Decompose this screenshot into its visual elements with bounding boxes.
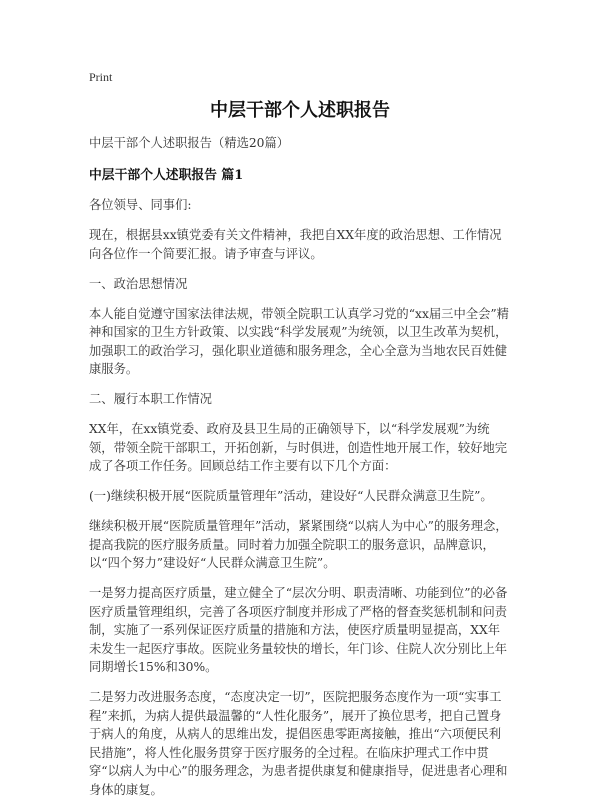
paragraph-intro: 现在，根据县xx镇党委有关文件精神，我把自XX年度的政治思想、工作情况向各位作一个简要汇报。请予审查与评议。 [89,228,502,261]
paragraph-quality-year: 继续积极开展“医院质量管理年”活动，紧紧围绕“以病人为中心”的服务理念，提高我院的医疗服务质量。同时着力加强全院职工的服务意识，品牌意识，以“四个努力”建设好“人民群众满意卫生院”。 [89,519,508,570]
print-label[interactable]: Print [89,70,113,84]
document-body [89,133,511,811]
document-subtitle: 中层干部个人述职报告（精选20篇） [89,136,290,150]
paragraph-greeting: 各位领导、同事们: [89,198,192,212]
paragraph-heading-duties: 二、履行本职工作情况 [89,392,212,406]
paragraph-political: 本人能自觉遵守国家法律法规，带领全院职工认真学习党的“xx届三中全会”精神和国家的卫生方针政策、以实践“科学发展观”为统领，以卫生改革为契机，加强职工的政治学习，强化职业道德和服务理念，全心全意为当地农民百姓健康服务。 [89,306,509,376]
paragraph-item-one: (一)继续积极开展“医院质量管理年”活动，建设好“人民群众满意卫生院”。 [89,489,493,503]
paragraph-heading-political: 一、政治思想情况 [89,276,188,291]
document-title: 中层干部个人述职报告 [210,100,390,121]
paragraph-second-point: 二是努力改进服务态度，“态度决定一切”，医院把服务态度作为一项“实事工程”来抓，为病人提供最温馨的“人性化服务”，展开了换位思考，把自己置身于病人的角度，从病人的思维出发，提倡医患零距离接触，推出“六项便民利民措施”，将人性化服务贯穿于医疗服务的全过程。在临床护理式工作中贯穿“以病人为中心”的服务理念，为患者提供康复和健康指导，促进患者心理和身体的康复。 [89,690,508,797]
paragraph-first-point: 一是努力提高医疗质量，建立健全了“层次分明、职责清晰、功能到位”的必备医疗质量管理组织，完善了各项医疗制度并形成了严格的督查奖惩机制和问责制，实施了一系列保证医疗质量的措施和方法，使医疗质量明显提高，XX年未发生一起医疗事故。医院业务量较快的增长，年门诊、住院人次分别比上年同期增长15%和30%。 [89,586,508,674]
section-heading: 中层干部个人述职报告 篇1 [89,168,244,183]
paragraph-duties: XX年，在xx镇党委、政府及县卫生局的正确领导下，以“科学发展观”为统领，带领全院干部职工，开拓创新，与时俱进，创造性地开展工作，较好地完成了各项工作任务。回顾总结工作主要有以下几个方面： [89,422,508,473]
